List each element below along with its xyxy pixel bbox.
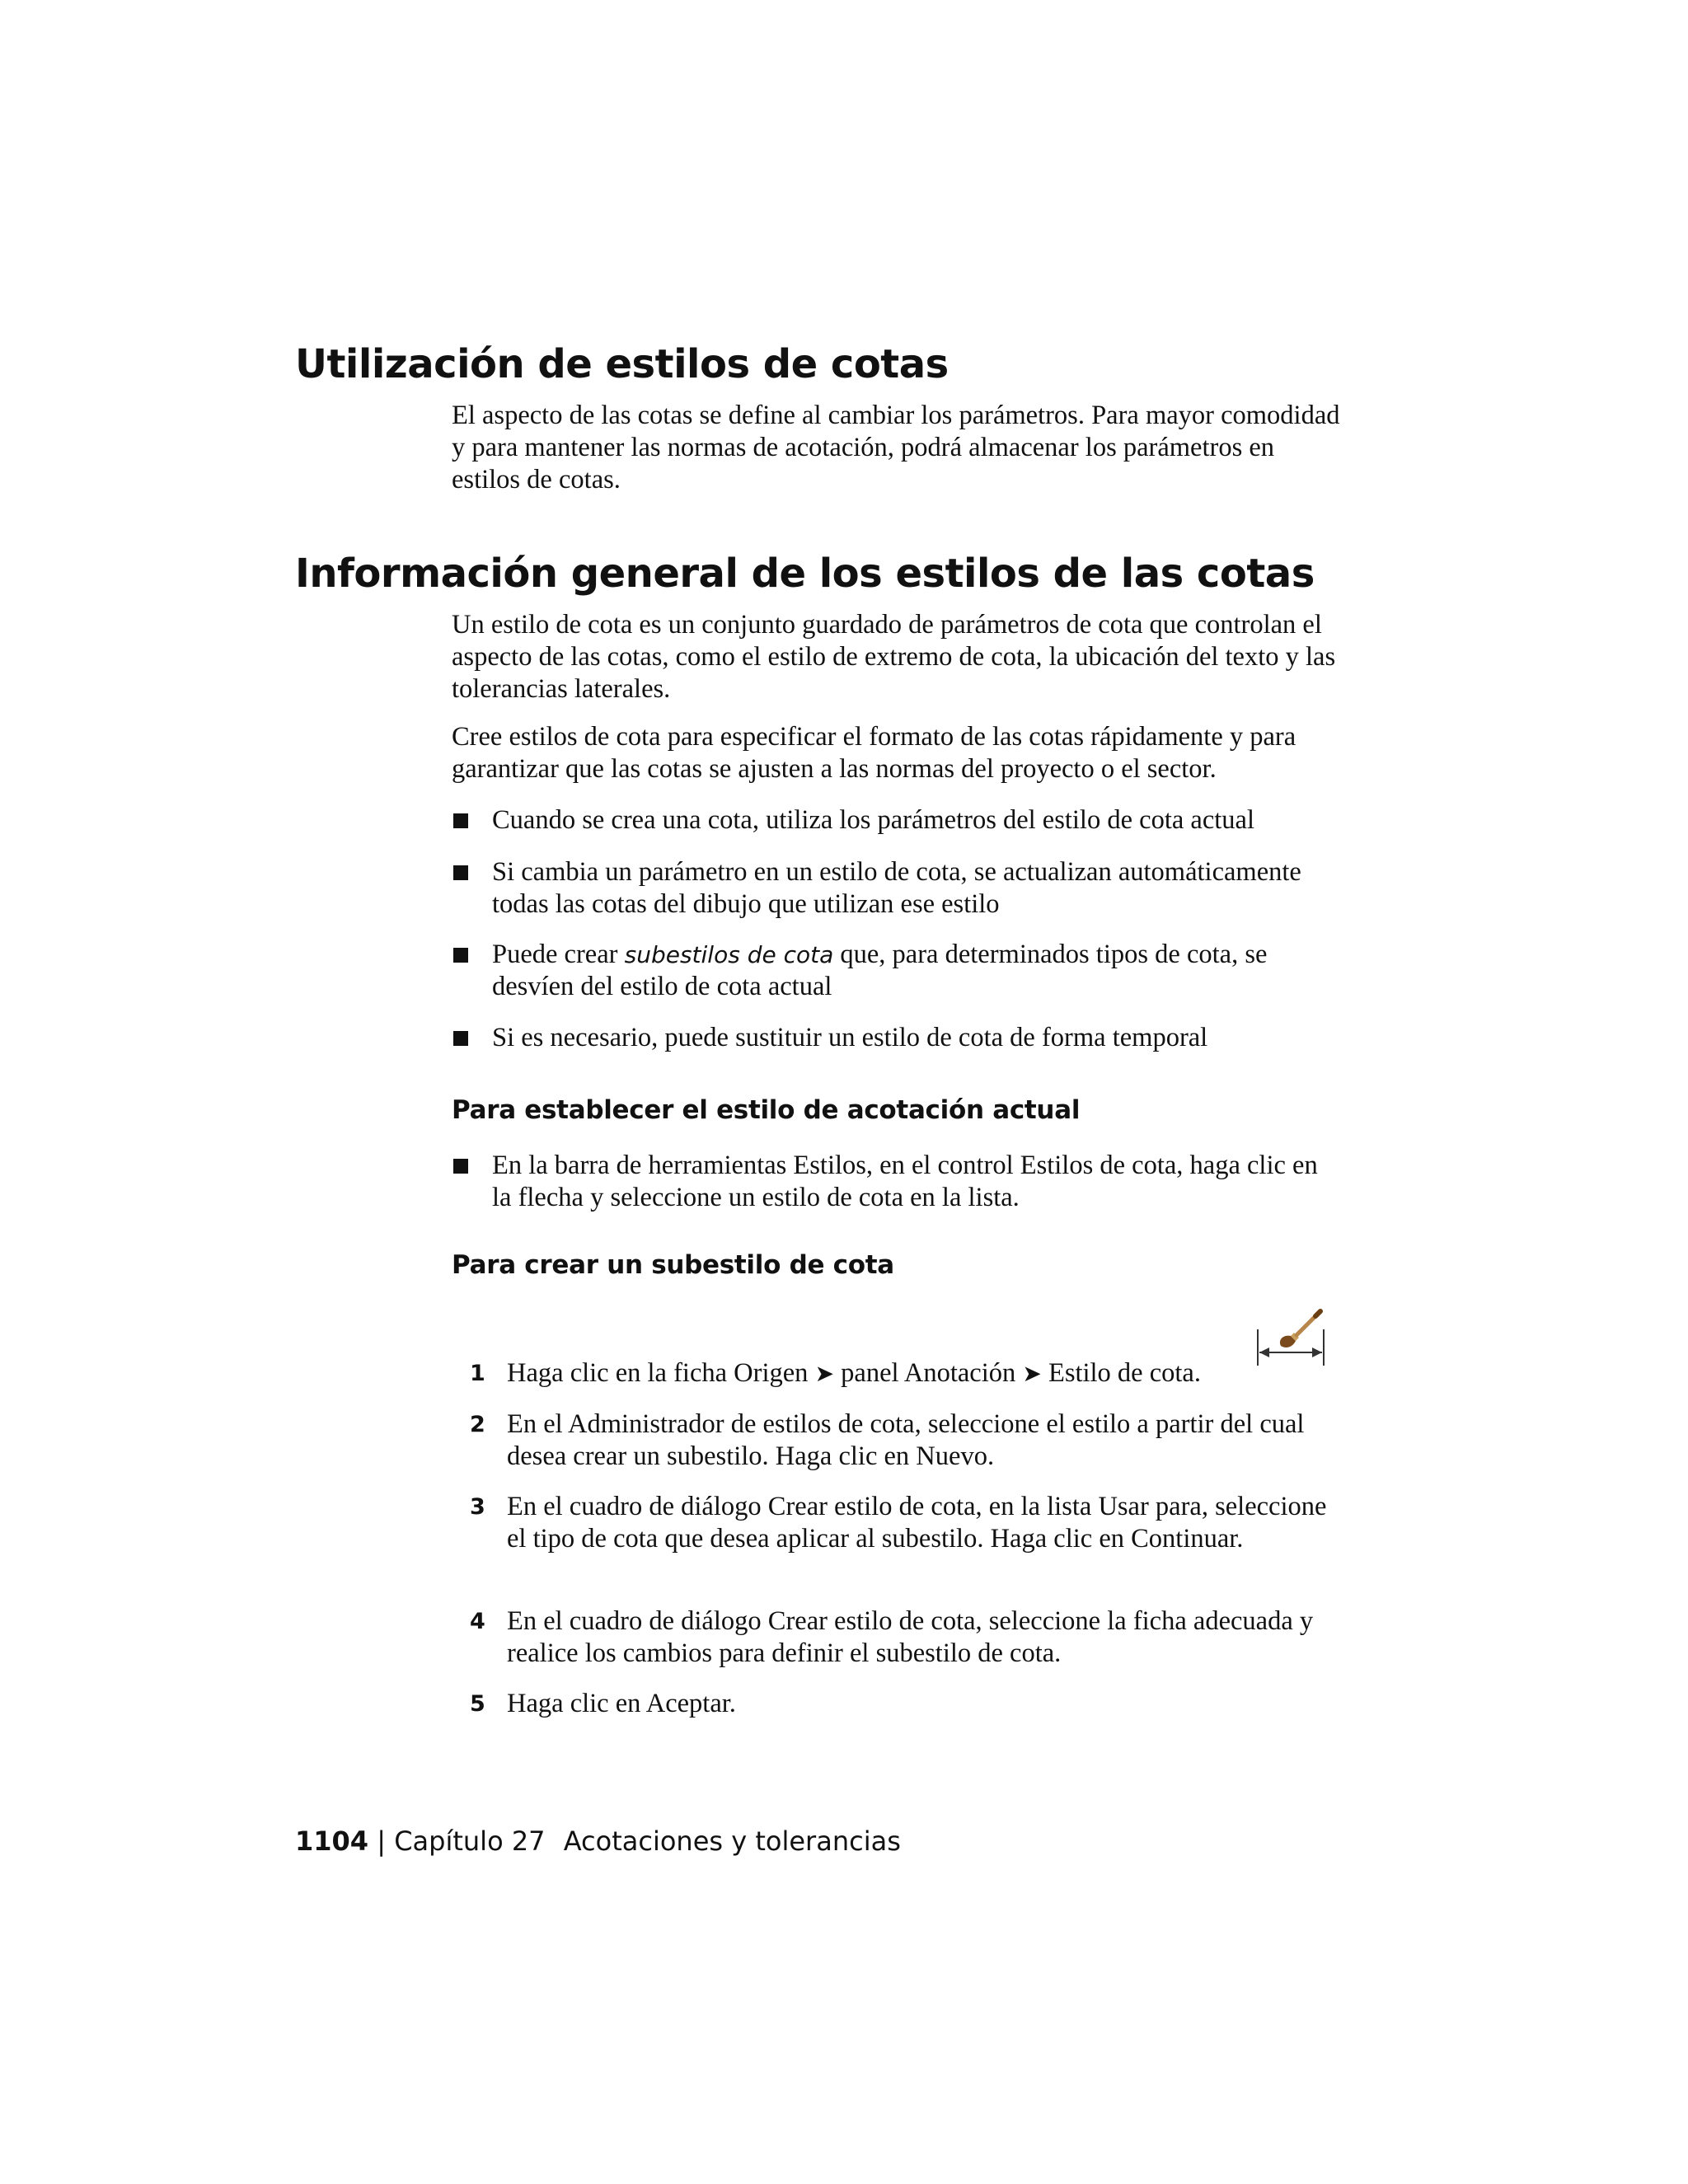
footer-chapter: Capítulo 27 (394, 1825, 546, 1857)
bullet-term-subestilos: subestilos de cota (624, 941, 834, 968)
step-text: En el cuadro de diálogo Crear estilo de cota, seleccione la ficha adecuada y realice los cambios para definir el subestilo de cota. (507, 1606, 1314, 1668)
step-text: Haga clic en Aceptar. (507, 1689, 736, 1718)
section2-para2: Cree estilos de cota para especificar el formato de las cotas rápidamente y para garantizar que las cotas se ajusten a las normas del proyecto o el sector. (452, 722, 1296, 784)
section-title-utilizacion: Utilización de estilos de cotas (295, 341, 949, 387)
bullet-text: Si cambia un parámetro en un estilo de cota, se actualizan automáticamente todas las cotas del dibujo que utilizan ese estilo (492, 857, 1301, 919)
page-number: 1104 (295, 1825, 369, 1857)
bullet-text: Si es necesario, puede sustituir un estilo de cota de forma temporal (492, 1023, 1208, 1052)
bullet-item (452, 1022, 1342, 1054)
section1-intro: El aspecto de las cotas se define al cambiar los parámetros. Para mayor comodidad y para mantener las normas de acotación, podrá almacenar los parámetros en estilos de cotas. (452, 401, 1340, 494)
footer-separator: | (377, 1825, 387, 1857)
page-footer (295, 1825, 901, 1857)
bullet-square-icon (453, 813, 468, 828)
bullet-text: Cuando se crea una cota, utiliza los parámetros del estilo de cota actual (492, 805, 1254, 835)
step-item (452, 1688, 1342, 1720)
step-item (452, 1491, 1342, 1555)
step-text-part1: Haga clic en la ficha Origen (507, 1358, 815, 1388)
step-item (452, 1357, 1342, 1390)
bullet-square-icon (453, 1159, 468, 1174)
section-title-informacion-general: Información general de los estilos de las cotas (295, 551, 1315, 597)
step-text: En el cuadro de diálogo Crear estilo de cota, en la lista Usar para, seleccione el tipo de cota que desea aplicar al subestilo. Haga clic en Continuar. (507, 1492, 1327, 1554)
procedure-title-establecer: Para establecer el estilo de acotación actual (452, 1095, 1081, 1125)
section2-para1: Un estilo de cota es un conjunto guardado de parámetros de cota que controlan el aspecto de las cotas, como el estilo de extremo de cota, la ubicación del texto y las tolerancias laterales. (452, 610, 1336, 704)
bullet-text-after: que, para determinados tipos de cota, se desvíen del estilo de cota actual (492, 940, 1268, 1001)
footer-chapter-title: Acotaciones y tolerancias (563, 1825, 901, 1857)
step-text-part2: panel Anotación (834, 1358, 1023, 1388)
bullet-item (452, 1150, 1342, 1214)
bullet-text: En la barra de herramientas Estilos, en el control Estilos de cota, haga clic en la flecha y seleccione un estilo de cota en la lista. (492, 1151, 1318, 1212)
step-text: En el Administrador de estilos de cota, seleccione el estilo a partir del cual desea crear un subestilo. Haga clic en Nuevo. (507, 1409, 1305, 1471)
arrow-right-icon: ➤ (814, 1360, 835, 1387)
procedure-title-crear-subestilo: Para crear un subestilo de cota (452, 1250, 894, 1280)
step-number: 3 (470, 1494, 485, 1520)
bullet-text (492, 939, 1342, 1003)
step-number: 5 (470, 1691, 485, 1717)
bullet-item (452, 856, 1342, 921)
bullet-item (452, 939, 1342, 1003)
step-text (507, 1357, 1342, 1390)
bullet-square-icon (453, 948, 468, 963)
arrow-right-icon: ➤ (1022, 1360, 1042, 1387)
step-item (452, 1605, 1342, 1670)
bullet-square-icon (453, 1031, 468, 1046)
step-number: 4 (470, 1609, 485, 1634)
bullet-text-before: Puede crear (492, 940, 625, 969)
step-text-part3: Estilo de cota. (1041, 1358, 1201, 1388)
step-item (452, 1408, 1342, 1473)
bullet-square-icon (453, 865, 468, 880)
bullet-item (452, 804, 1342, 837)
step-number: 1 (470, 1361, 485, 1386)
step-number: 2 (470, 1412, 485, 1437)
dimension-style-icon (1253, 1305, 1329, 1369)
